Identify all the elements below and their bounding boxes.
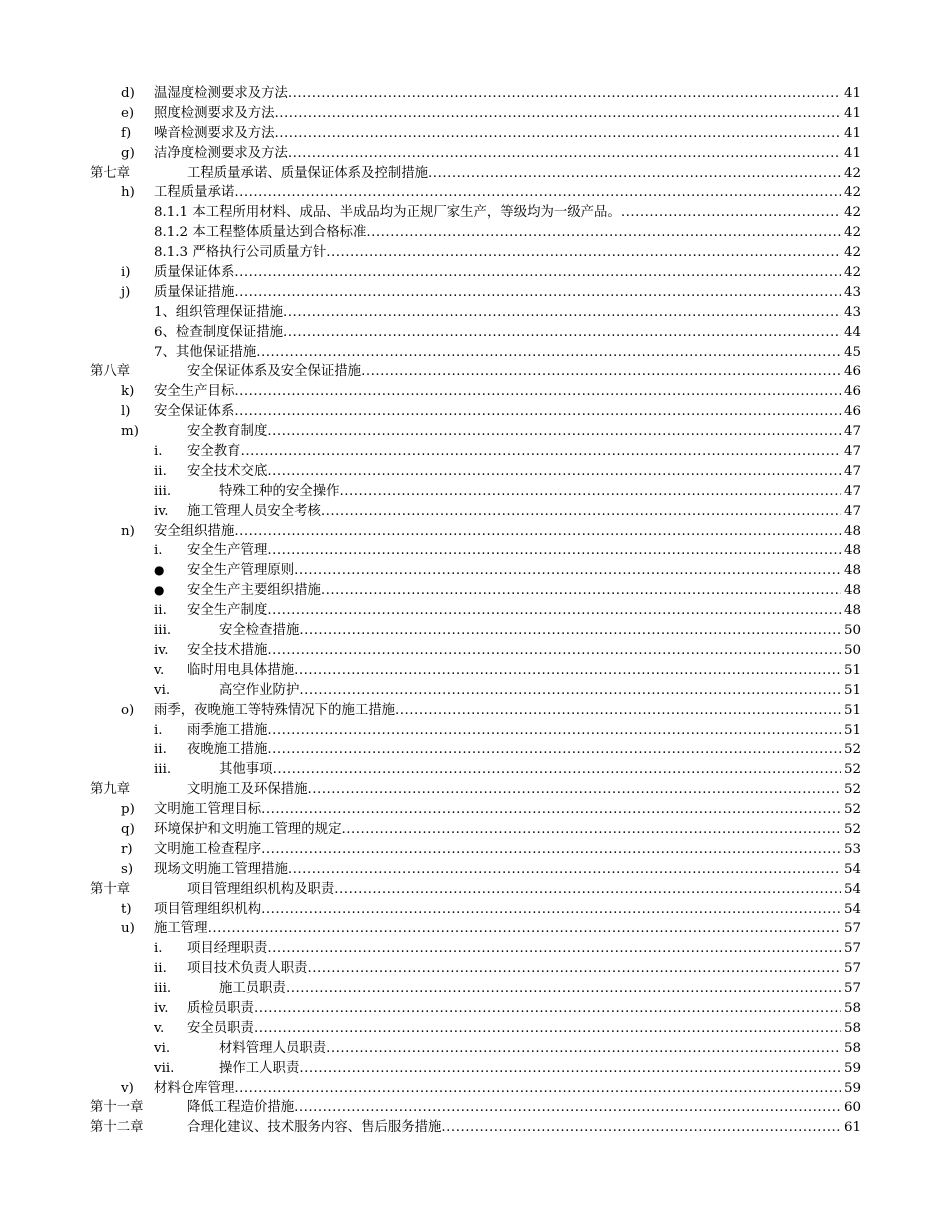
- bullet-icon: ●: [154, 583, 165, 598]
- toc-entry[interactable]: [90, 681, 861, 701]
- bullet-icon: ●: [154, 563, 165, 578]
- toc-entry-title: 安全保证体系及安全保证措施 .....: [187, 362, 841, 382]
- toc-entry[interactable]: [90, 800, 861, 820]
- toc-entry[interactable]: [90, 641, 861, 661]
- toc-entry-page: 54: [841, 880, 861, 900]
- toc-entry-page: 46: [841, 382, 861, 402]
- toc-entry-title: 施工员职责 .....: [219, 979, 841, 999]
- toc-entry-title: 质量保证措施 .....: [154, 283, 841, 303]
- toc-entry-page: 50: [841, 621, 861, 641]
- toc-entry-number: k): [121, 384, 135, 400]
- toc-entry-title: 安全组织措施 .....: [154, 522, 841, 542]
- toc-entry-number: e): [121, 105, 135, 121]
- toc-entry-page: 58: [841, 1019, 861, 1039]
- toc-entry-page: 52: [841, 800, 861, 820]
- toc-entry[interactable]: [90, 999, 861, 1019]
- toc-entry[interactable]: [90, 1079, 861, 1099]
- toc-entry-title: 7、其他保证措施 .....: [154, 343, 841, 363]
- toc-entry-number: p): [121, 802, 135, 818]
- toc-entry-number: r): [121, 841, 133, 857]
- toc-entry-number: j): [121, 284, 131, 300]
- toc-entry-title: 安全生产管理原则 .....: [187, 561, 841, 581]
- toc-entry-page: 60: [841, 1098, 861, 1118]
- toc-entry-page: 52: [841, 780, 861, 800]
- toc-entry[interactable]: [90, 462, 861, 482]
- toc-entry-title: 雨季施工措施 .....: [187, 721, 841, 741]
- toc-entry[interactable]: [90, 1039, 861, 1059]
- toc-entry-title: 工程质量承诺 .....: [154, 183, 841, 203]
- toc-entry[interactable]: [90, 283, 861, 303]
- toc-entry[interactable]: [90, 939, 861, 959]
- toc-entry[interactable]: [90, 362, 861, 382]
- toc-entry-number: q): [121, 821, 135, 837]
- toc-entry-page: 47: [841, 462, 861, 482]
- toc-entry-number: iv.: [154, 1000, 169, 1016]
- toc-entry-title: 安全生产制度 .....: [187, 601, 841, 621]
- toc-entry-page: 46: [841, 362, 861, 382]
- toc-entry[interactable]: [90, 740, 861, 760]
- toc-entry-page: 47: [841, 422, 861, 442]
- toc-entry-page: 57: [841, 919, 861, 939]
- toc-entry[interactable]: [90, 1059, 861, 1079]
- toc-entry-number: l): [121, 404, 131, 420]
- toc-entry-title: 操作工人职责 .....: [219, 1059, 841, 1079]
- toc-entry-page: 58: [841, 999, 861, 1019]
- toc-entry-page: 42: [841, 223, 861, 243]
- toc-entry-title: 8.1.3 严格执行公司质量方针 .....: [154, 243, 841, 263]
- toc-entry-page: 51: [841, 701, 861, 721]
- toc-entry-title: 照度检测要求及方法 .....: [154, 104, 841, 124]
- toc-entry[interactable]: [90, 601, 861, 621]
- toc-entry[interactable]: [90, 1019, 861, 1039]
- toc-entry-number: 第七章: [90, 165, 131, 181]
- toc-entry-number: vi.: [154, 682, 171, 698]
- toc-entry-page: 43: [841, 303, 861, 323]
- toc-entry-page: 52: [841, 740, 861, 760]
- toc-entry-page: 57: [841, 959, 861, 979]
- toc-entry-page: 58: [841, 1039, 861, 1059]
- toc-entry[interactable]: [90, 840, 861, 860]
- toc-entry[interactable]: [90, 919, 861, 939]
- toc-entry-page: 43: [841, 283, 861, 303]
- toc-entry[interactable]: [90, 164, 861, 184]
- toc-entry-number: t): [121, 901, 132, 917]
- toc-entry[interactable]: [90, 263, 861, 283]
- toc-entry-number: iii.: [154, 762, 172, 778]
- toc-entry-page: 61: [841, 1118, 861, 1138]
- toc-entry-title: 项目经理职责 .....: [187, 939, 841, 959]
- toc-entry-number: d): [121, 86, 135, 101]
- toc-entry-page: 51: [841, 721, 861, 741]
- toc-entry-title: 6、检查制度保证措施 .....: [154, 323, 841, 343]
- toc-entry-page: 51: [841, 661, 861, 681]
- toc-entry-page: 52: [841, 760, 861, 780]
- toc-entry[interactable]: [90, 581, 861, 601]
- toc-entry-number: 第十二章: [90, 1120, 144, 1136]
- toc-entry-title: 安全检查措施 .....: [219, 621, 841, 641]
- toc-entry-page: 59: [841, 1079, 861, 1099]
- toc-entry[interactable]: [90, 422, 861, 442]
- toc-entry-title: 其他事项 .....: [219, 760, 841, 780]
- toc-entry-title: 材料管理人员职责 .....: [219, 1039, 841, 1059]
- toc-entry-page: 57: [841, 939, 861, 959]
- toc-entry-page: 48: [841, 581, 861, 601]
- toc-entry-page: 41: [841, 84, 861, 104]
- toc-entry[interactable]: [90, 959, 861, 979]
- toc-entry-title: 1、组织管理保证措施 .....: [154, 303, 841, 323]
- toc-entry-title: 项目技术负责人职责 .....: [187, 959, 841, 979]
- toc-entry-number: i): [121, 265, 131, 281]
- toc-entry-title: 安全教育 .....: [187, 442, 841, 462]
- toc-entry-number: ii.: [154, 463, 167, 479]
- toc-entry-title: 高空作业防护 .....: [219, 681, 841, 701]
- toc-entry[interactable]: [90, 502, 861, 522]
- toc-entry-number: 第九章: [90, 782, 131, 798]
- toc-entry-title: 质量保证体系 .....: [154, 263, 841, 283]
- toc-entry-number: h): [121, 185, 135, 201]
- toc-entry[interactable]: [90, 343, 861, 363]
- toc-entry-title: 文明施工及环保措施 .....: [187, 780, 841, 800]
- toc-entry-number: 第八章: [90, 364, 131, 380]
- toc-entry-number: m): [121, 424, 139, 440]
- toc-entry[interactable]: [90, 621, 861, 641]
- toc-entry-number: v.: [154, 662, 165, 678]
- toc-entry-title: 质检员职责 .....: [187, 999, 841, 1019]
- toc-entry-title: 特殊工种的安全操作 .....: [219, 482, 841, 502]
- toc-entry-title: 现场文明施工管理措施 .....: [154, 860, 841, 880]
- toc-entry-page: 47: [841, 502, 861, 522]
- toc-entry[interactable]: [90, 701, 861, 721]
- toc-entry-title: 项目管理组织机构及职责 .....: [187, 880, 841, 900]
- toc-entry-title: 项目管理组织机构 .....: [154, 900, 841, 920]
- toc-entry-number: vi.: [154, 1040, 171, 1056]
- toc-entry[interactable]: [90, 1098, 861, 1118]
- toc-entry-page: 50: [841, 641, 861, 661]
- toc-entry-number: v): [121, 1080, 134, 1096]
- toc-entry-number: ii.: [154, 961, 167, 977]
- toc-entry-number: ii.: [154, 603, 167, 619]
- toc-entry-title: 洁净度检测要求及方法 .....: [154, 144, 841, 164]
- toc-entry[interactable]: [90, 84, 861, 104]
- toc-entry-number: ii.: [154, 742, 167, 758]
- toc-entry-page: 41: [841, 124, 861, 144]
- toc-entry[interactable]: [90, 1118, 861, 1138]
- toc-entry[interactable]: [90, 979, 861, 999]
- toc-entry-number: iv.: [154, 642, 169, 658]
- toc-entry-title: 噪音检测要求及方法 .....: [154, 124, 841, 144]
- toc-entry[interactable]: [90, 223, 861, 243]
- toc-entry[interactable]: [90, 323, 861, 343]
- toc-entry-page: 42: [841, 183, 861, 203]
- toc-entry[interactable]: [90, 203, 861, 223]
- toc-entry-page: 59: [841, 1059, 861, 1079]
- toc-entry-page: 41: [841, 144, 861, 164]
- toc-entry[interactable]: [90, 820, 861, 840]
- toc-entry-title: 施工管理人员安全考核 .....: [187, 502, 841, 522]
- toc-entry-title: 8.1.1 本工程所用材料、成品、半成品均为正规厂家生产，等级均为一级产品。 .....: [154, 203, 841, 223]
- toc-entry-title: 安全员职责 .....: [187, 1019, 841, 1039]
- toc-entry[interactable]: [90, 124, 861, 144]
- toc-entry[interactable]: [90, 402, 861, 422]
- toc-entry-title: 温湿度检测要求及方法 .....: [154, 84, 841, 104]
- toc-entry-number: i.: [154, 543, 163, 559]
- toc-entry-title: 夜晚施工措施 .....: [187, 740, 841, 760]
- toc-entry-title: 安全技术措施 .....: [187, 641, 841, 661]
- toc-entry-number: iii.: [154, 981, 172, 997]
- table-of-contents: [90, 84, 861, 1138]
- toc-entry[interactable]: [90, 522, 861, 542]
- toc-entry[interactable]: [90, 721, 861, 741]
- toc-entry-page: 46: [841, 402, 861, 422]
- toc-entry-number: i.: [154, 941, 163, 957]
- toc-entry-title: 安全技术交底 .....: [187, 462, 841, 482]
- toc-entry[interactable]: [90, 880, 861, 900]
- toc-entry-title: 安全生产主要组织措施 .....: [187, 581, 841, 601]
- toc-entry[interactable]: [90, 860, 861, 880]
- toc-entry-number: o): [121, 702, 135, 718]
- toc-entry-page: 41: [841, 104, 861, 124]
- toc-entry-title: 环境保护和文明施工管理的规定 .....: [154, 820, 841, 840]
- toc-entry-page: 52: [841, 820, 861, 840]
- toc-entry-title: 文明施工检查程序 .....: [154, 840, 841, 860]
- toc-entry-page: 48: [841, 561, 861, 581]
- toc-entry-number: s): [121, 861, 134, 877]
- toc-entry-page: 42: [841, 203, 861, 223]
- toc-entry-title: 临时用电具体措施 .....: [187, 661, 841, 681]
- toc-entry-page: 42: [841, 263, 861, 283]
- toc-entry-page: 45: [841, 343, 861, 363]
- toc-entry-page: 48: [841, 541, 861, 561]
- toc-entry-title: 文明施工管理目标 .....: [154, 800, 841, 820]
- toc-entry[interactable]: [90, 183, 861, 203]
- toc-entry[interactable]: [90, 243, 861, 263]
- toc-entry-title: 8.1.2 本工程整体质量达到合格标准 .....: [154, 223, 841, 243]
- toc-entry-page: 51: [841, 681, 861, 701]
- toc-entry-number: iii.: [154, 483, 172, 499]
- toc-entry-number: u): [121, 921, 135, 937]
- toc-entry-title: 工程质量承诺、质量保证体系及控制措施 .....: [187, 164, 841, 184]
- toc-entry-number: iv.: [154, 503, 169, 519]
- toc-entry-title: 安全保证体系 .....: [154, 402, 841, 422]
- toc-entry-page: 57: [841, 979, 861, 999]
- toc-entry-page: 42: [841, 243, 861, 263]
- toc-entry-number: 第十一章: [90, 1100, 144, 1116]
- toc-entry-number: 第十章: [90, 881, 131, 897]
- toc-entry-page: 48: [841, 522, 861, 542]
- toc-entry-number: v.: [154, 1020, 165, 1036]
- toc-entry-title: 降低工程造价措施 .....: [187, 1098, 841, 1118]
- toc-entry-page: 47: [841, 442, 861, 462]
- toc-entry[interactable]: [90, 900, 861, 920]
- toc-entry-page: 54: [841, 900, 861, 920]
- toc-entry-page: 54: [841, 860, 861, 880]
- toc-entry-number: i.: [154, 444, 163, 460]
- toc-entry[interactable]: [90, 104, 861, 124]
- toc-entry[interactable]: [90, 561, 861, 581]
- toc-entry-number: g): [121, 145, 135, 161]
- toc-entry-page: 44: [841, 323, 861, 343]
- toc-entry[interactable]: [90, 382, 861, 402]
- toc-entry[interactable]: [90, 541, 861, 561]
- toc-entry-title: 安全生产管理 .....: [187, 541, 841, 561]
- toc-entry[interactable]: [90, 303, 861, 323]
- toc-entry-title: 雨季，夜晚施工等特殊情况下的施工措施 .....: [154, 701, 841, 721]
- toc-entry[interactable]: [90, 442, 861, 462]
- toc-entry-number: i.: [154, 722, 163, 738]
- toc-entry-number: f): [121, 125, 132, 141]
- toc-entry[interactable]: [90, 760, 861, 780]
- toc-entry-page: 53: [841, 840, 861, 860]
- toc-entry-title: 安全生产目标 .....: [154, 382, 841, 402]
- toc-entry-title: 施工管理 .....: [154, 919, 841, 939]
- toc-entry[interactable]: [90, 661, 861, 681]
- toc-entry-title: 合理化建议、技术服务内容、售后服务措施 .....: [187, 1118, 841, 1138]
- toc-entry-page: 48: [841, 601, 861, 621]
- toc-entry-page: 47: [841, 482, 861, 502]
- toc-entry[interactable]: [90, 144, 861, 164]
- toc-entry-page: 42: [841, 164, 861, 184]
- toc-entry[interactable]: [90, 780, 861, 800]
- toc-entry-number: iii.: [154, 623, 172, 639]
- toc-entry-title: 材料仓库管理 .....: [154, 1079, 841, 1099]
- toc-entry-number: vii.: [154, 1060, 175, 1076]
- toc-entry-title: 安全教育制度 .....: [187, 422, 841, 442]
- toc-entry[interactable]: [90, 482, 861, 502]
- toc-entry-number: n): [121, 523, 135, 539]
